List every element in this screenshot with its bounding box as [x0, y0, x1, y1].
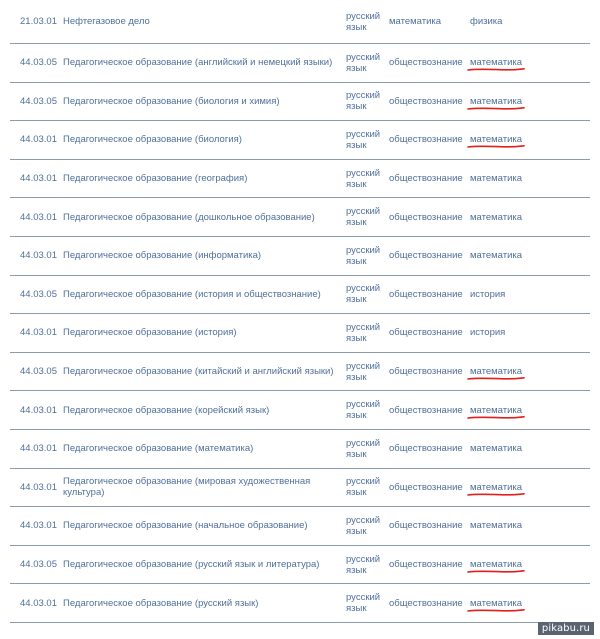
exam-subject-2: обществознание: [389, 327, 463, 339]
exam-subject-3: [470, 391, 560, 429]
exam-subject-1: русский язык: [346, 514, 381, 537]
table-row: [10, 121, 590, 160]
exam-subject-1: русский язык: [346, 167, 381, 190]
red-underline-mark: [467, 492, 525, 497]
program-code: 44.03.01: [20, 597, 57, 609]
program-name: Педагогическое образование (математика): [63, 443, 254, 455]
program-code: 44.03.05: [20, 95, 57, 107]
exam-subject-3: [470, 584, 560, 622]
exam-subject-3-text: математика: [470, 443, 523, 455]
exam-subject-3: [470, 0, 560, 43]
exam-subject-2: обществознание: [389, 211, 463, 223]
exam-subject-2: обществознание: [389, 443, 463, 455]
exam-subject-3: [470, 469, 560, 507]
table-row: [10, 469, 590, 508]
exam-subject-3-label: [470, 212, 522, 223]
exam-subject-2: обществознание: [389, 597, 463, 609]
program-code: 44.03.05: [20, 366, 57, 378]
exam-subject-3-text: математика: [470, 57, 523, 69]
exam-subject-1: русский язык: [346, 476, 381, 499]
table-row: [10, 83, 590, 122]
program-name: Педагогическое образование (русский язык): [63, 597, 259, 609]
program-code: 21.03.01: [20, 16, 57, 27]
table-row: [10, 0, 590, 44]
exam-subject-1: русский язык: [346, 553, 381, 576]
exam-subject-3: [470, 276, 560, 314]
program-code: 44.03.01: [20, 173, 57, 185]
exam-subject-3: [470, 198, 560, 236]
exam-subject-3-label: [470, 327, 505, 338]
exam-subject-3: [470, 430, 560, 468]
exam-subject-3-label: [470, 443, 522, 454]
program-code: 44.03.01: [20, 481, 57, 493]
table-row: [10, 430, 590, 469]
exam-subject-3-label: [470, 559, 522, 570]
table-row: [10, 160, 590, 199]
program-code: 44.03.05: [20, 288, 57, 300]
program-name: Педагогическое образование (география): [63, 173, 248, 185]
exam-subject-2: обществознание: [389, 404, 463, 416]
exam-subject-3-label: [470, 173, 522, 184]
exam-subject-3-text: математика: [470, 597, 523, 609]
red-underline-mark: [467, 67, 525, 72]
exam-subject-3: [470, 44, 560, 82]
table-row: [10, 237, 590, 276]
table-row: [10, 507, 590, 546]
program-code: 44.03.05: [20, 559, 57, 571]
table-row: [10, 198, 590, 237]
exam-subject-2: обществознание: [389, 288, 463, 300]
exam-subject-2: обществознание: [389, 134, 463, 146]
program-code: 44.03.01: [20, 327, 57, 339]
exam-subject-3-text: физика: [470, 16, 503, 27]
exam-subject-3: [470, 507, 560, 545]
red-underline-mark: [467, 376, 525, 381]
table-row: [10, 44, 590, 83]
exam-subject-2: обществознание: [389, 559, 463, 571]
program-code: 44.03.01: [20, 134, 57, 146]
red-underline-mark: [467, 608, 525, 613]
exam-subject-1: русский язык: [346, 128, 381, 151]
table-row: [10, 546, 590, 585]
programs-table: [10, 0, 590, 623]
program-name: Педагогическое образование (история и обществознание): [63, 288, 321, 300]
program-code: 44.03.01: [20, 211, 57, 223]
exam-subject-2: обществознание: [389, 481, 463, 493]
exam-subject-1: русский язык: [346, 51, 381, 74]
table-row: [10, 314, 590, 353]
table-row: [10, 391, 590, 430]
exam-subject-1: русский язык: [346, 321, 381, 344]
program-code: 44.03.01: [20, 250, 57, 262]
exam-subject-3-label: [470, 16, 502, 27]
exam-subject-3-text: математика: [470, 404, 523, 416]
exam-subject-2: обществознание: [389, 173, 463, 185]
program-code: 44.03.01: [20, 443, 57, 455]
exam-subject-3-label: [470, 366, 522, 377]
exam-subject-1: русский язык: [346, 206, 381, 229]
exam-subject-2: обществознание: [389, 366, 463, 378]
program-code: 44.03.01: [20, 404, 57, 416]
exam-subject-2: обществознание: [389, 520, 463, 532]
exam-subject-1: русский язык: [346, 90, 381, 113]
exam-subject-3-label: [470, 598, 522, 609]
exam-subject-3-label: [470, 520, 522, 531]
exam-subject-1: русский язык: [346, 283, 381, 306]
exam-subject-1: русский язык: [346, 10, 381, 33]
table-row: [10, 276, 590, 315]
exam-subject-2: математика: [389, 16, 442, 27]
program-name: Педагогическое образование (информатика): [63, 250, 262, 262]
red-underline-mark: [467, 144, 525, 149]
program-name: Педагогическое образование (русский язык и литература): [63, 559, 320, 571]
exam-subject-3-label: [470, 134, 522, 145]
exam-subject-3-text: история: [470, 327, 506, 339]
exam-subject-3-label: [470, 289, 505, 300]
red-underline-mark: [467, 106, 525, 111]
program-name: Педагогическое образование (корейский язык): [63, 404, 270, 416]
exam-subject-3-label: [470, 482, 522, 493]
exam-subject-1: русский язык: [346, 399, 381, 422]
exam-subject-1: русский язык: [346, 592, 381, 615]
exam-subject-1: русский язык: [346, 437, 381, 460]
exam-subject-1: русский язык: [346, 244, 381, 267]
exam-subject-3-text: математика: [470, 520, 523, 532]
exam-subject-3-text: математика: [470, 95, 523, 107]
red-underline-mark: [467, 415, 525, 420]
exam-subject-3-label: [470, 405, 522, 416]
program-name: Педагогическое образование (биология): [63, 134, 242, 146]
program-name: Педагогическое образование (начальное образование): [63, 520, 308, 532]
exam-subject-3: [470, 353, 560, 391]
watermark: pikabu.ru: [538, 622, 594, 635]
exam-subject-3: [470, 160, 560, 198]
exam-subject-2: обществознание: [389, 57, 463, 69]
exam-subject-3: [470, 83, 560, 121]
exam-subject-3: [470, 121, 560, 159]
exam-subject-1: русский язык: [346, 360, 381, 383]
program-code: 44.03.05: [20, 57, 57, 69]
exam-subject-3-text: математика: [470, 173, 523, 185]
exam-subject-3-text: математика: [470, 250, 523, 262]
exam-subject-3: [470, 237, 560, 275]
exam-subject-3-text: математика: [470, 481, 523, 493]
program-name: Педагогическое образование (биология и химия): [63, 95, 280, 107]
program-name: Педагогическое образование (китайский и английский языки): [63, 366, 334, 378]
program-name: Педагогическое образование (дошкольное образование): [63, 211, 315, 223]
exam-subject-3: [470, 546, 560, 584]
program-name: Педагогическое образование (история): [63, 327, 237, 339]
program-name: Педагогическое образование (мировая художественная культура): [63, 476, 311, 499]
red-underline-mark: [467, 569, 525, 574]
exam-subject-3-text: математика: [470, 559, 523, 571]
program-name: Педагогическое образование (английский и немецкий языки): [63, 57, 333, 69]
exam-subject-3-label: [470, 250, 522, 261]
table-row: [10, 584, 590, 623]
program-name: Нефтегазовое дело: [63, 16, 150, 27]
exam-subject-3-text: математика: [470, 366, 523, 378]
exam-subject-3-label: [470, 96, 522, 107]
exam-subject-3: [470, 314, 560, 352]
exam-subject-2: обществознание: [389, 95, 463, 107]
table-row: [10, 353, 590, 392]
exam-subject-2: обществознание: [389, 250, 463, 262]
exam-subject-3-text: история: [470, 288, 506, 300]
exam-subject-3-text: математика: [470, 134, 523, 146]
exam-subject-3-text: математика: [470, 211, 523, 223]
program-code: 44.03.01: [20, 520, 57, 532]
exam-subject-3-label: [470, 57, 522, 68]
